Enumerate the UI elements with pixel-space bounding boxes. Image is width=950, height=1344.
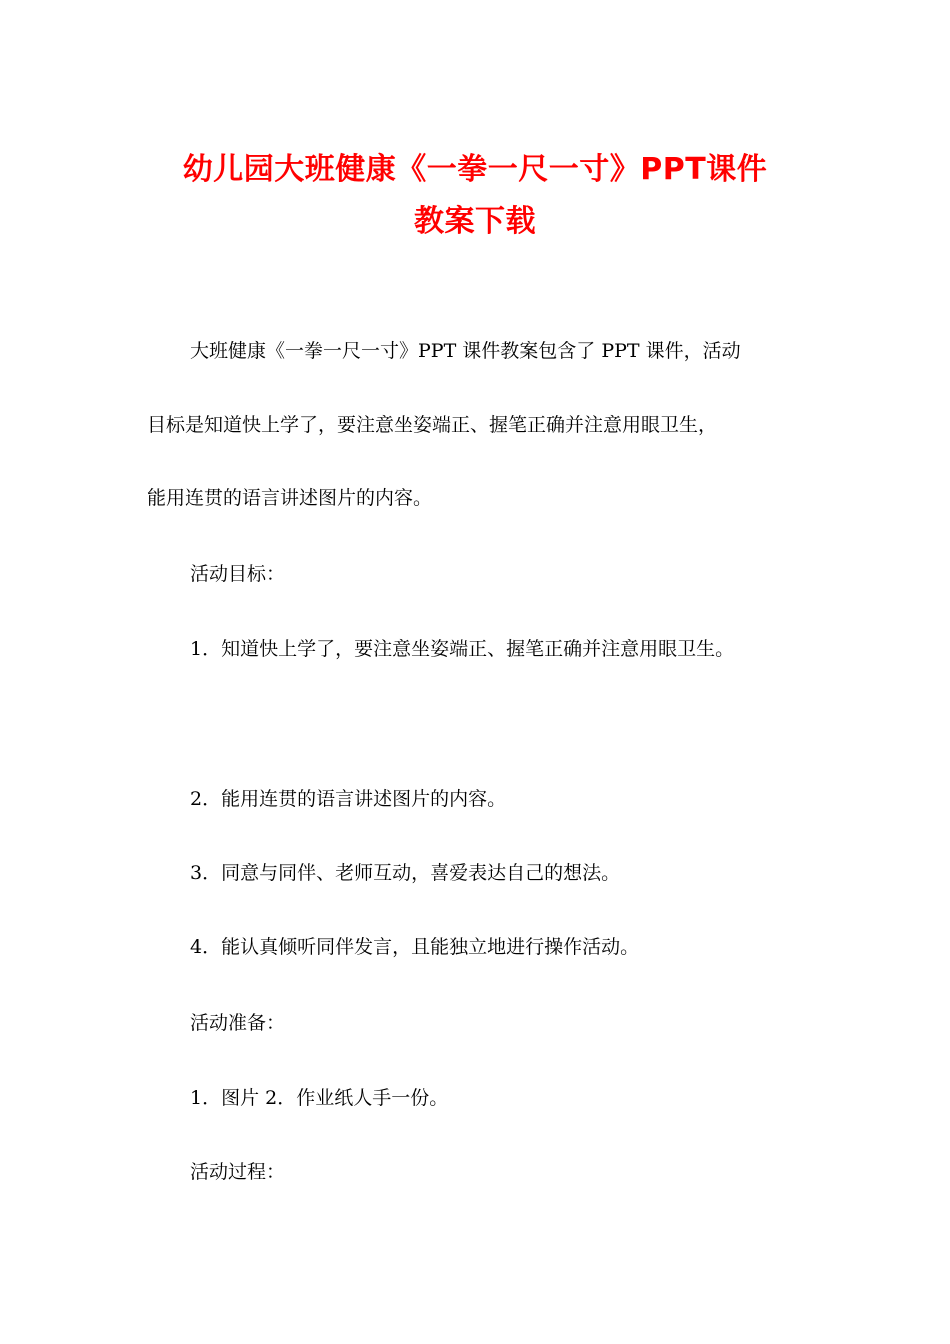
goal-item-3: 3．同意与同伴、老师互动，喜爱表达自己的想法。 — [190, 862, 621, 884]
document-title-line-2: 教案下载 — [414, 204, 536, 239]
goals-heading: 活动目标： — [190, 563, 286, 585]
goal-item-4: 4．能认真倾听同伴发言，且能独立地进行操作活动。 — [190, 936, 640, 958]
intro-line-3: 能用连贯的语言讲述图片的内容。 — [147, 487, 433, 509]
intro-line-1: 大班健康《一拳一尺一寸》PPT 课件教案包含了 PPT 课件，活动 — [190, 340, 741, 362]
document-title-line-1: 幼儿园大班健康《一拳一尺一寸》PPT课件 — [182, 152, 768, 187]
prep-items: 1．图片 2．作业纸人手一份。 — [190, 1087, 449, 1109]
process-heading: 活动过程： — [190, 1161, 286, 1183]
goal-item-1: 1．知道快上学了，要注意坐姿端正、握笔正确并注意用眼卫生。 — [190, 638, 735, 660]
prep-heading: 活动准备： — [190, 1012, 286, 1034]
goal-item-2: 2．能用连贯的语言讲述图片的内容。 — [190, 788, 507, 810]
intro-line-2: 目标是知道快上学了，要注意坐姿端正、握笔正确并注意用眼卫生， — [147, 414, 718, 436]
